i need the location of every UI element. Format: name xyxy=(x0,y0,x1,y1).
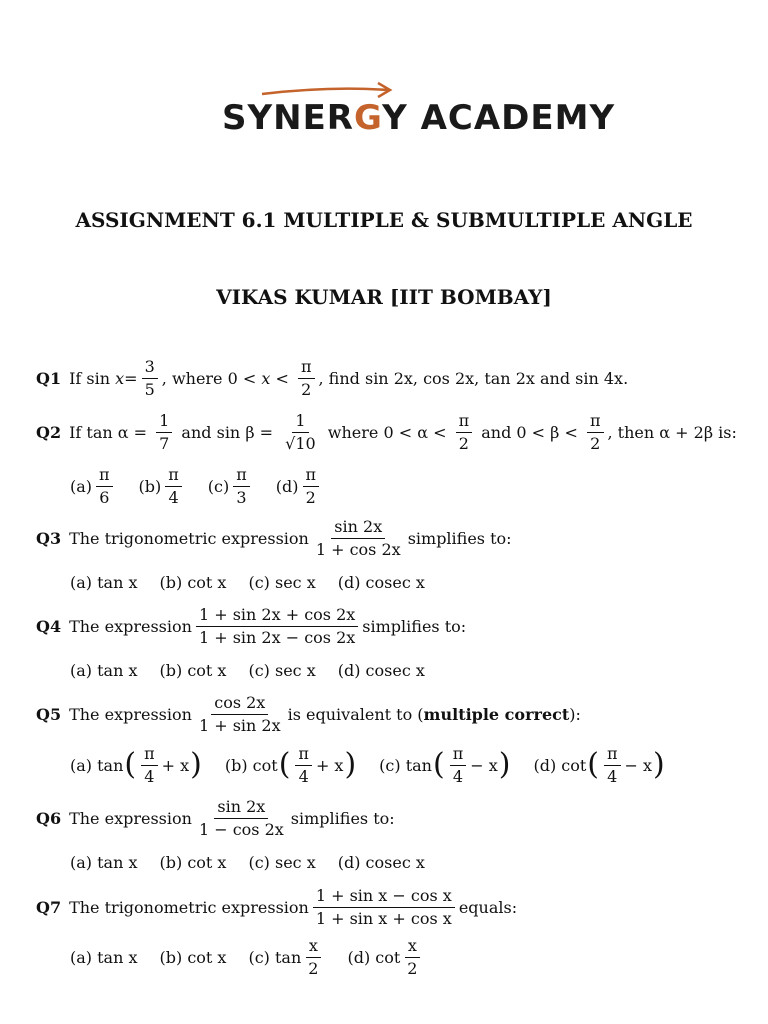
question-5-options xyxy=(70,745,688,785)
option-a[interactable]: (a) tan x xyxy=(70,947,138,967)
option-a[interactable]: (a) tan x xyxy=(70,661,138,680)
option-c[interactable]: (c) $\frac{\pi}{3}$ xyxy=(208,466,254,506)
logo-text: SYNERGY ACADEMY xyxy=(222,98,616,138)
question-5: Q5 The expression $\frac{\cos 2x}{1 + \sin 2x}$ is equivalent to ( multiple correct ): xyxy=(36,693,581,735)
option-d[interactable]: (d) cosec x xyxy=(337,661,425,680)
question-4: Q4 The expression $\frac{1 + \sin 2x + \cos 2x}{1 + \sin 2x - \cos 2x}$ simplifies to: xyxy=(36,605,467,647)
question-2: Q2 If tan α = $\frac{1}{7}$ and sin β = $\frac{1}{√10}$ where 0 < α < $\frac{\pi}{2}$ and 0 < β < $\frac{\pi}{2}$ , then α + 2β is: xyxy=(36,411,737,453)
option-d[interactable]: (d) cot $\frac{x}{2}$ xyxy=(347,937,424,977)
option-a[interactable]: (a) tan ( $\frac{\pi}{4}$ + x ) xyxy=(70,744,202,786)
question-7-options xyxy=(70,937,446,977)
option-b[interactable]: (b) cot ( $\frac{\pi}{4}$ + x ) xyxy=(224,744,357,786)
option-c[interactable]: (c) sec x xyxy=(248,853,316,872)
option-d[interactable]: (d) cot ( $\frac{\pi}{4}$ − x ) xyxy=(533,744,665,786)
option-b[interactable]: (b) cot x xyxy=(159,661,227,680)
option-d[interactable]: (d) cosec x xyxy=(337,853,425,872)
question-2-options xyxy=(70,466,345,506)
assignment-title: ASSIGNMENT 6.1 MULTIPLE & SUBMULTIPLE ANGLE xyxy=(75,208,693,232)
option-c[interactable]: (c) sec x xyxy=(248,573,316,592)
option-d[interactable]: (d) cosec x xyxy=(337,573,425,592)
option-a[interactable]: (a) $\frac{\pi}{6}$ xyxy=(70,466,117,506)
option-b[interactable]: (b) cot x xyxy=(159,573,227,592)
question-4-options xyxy=(70,661,447,680)
author-name: VIKAS KUMAR [IIT BOMBAY] xyxy=(216,285,552,309)
synergy-academy-logo xyxy=(220,80,616,150)
question-3: Q3 The trigonometric expression $\frac{\sin 2x}{1 + \cos 2x}$ simplifies to: xyxy=(36,517,512,559)
option-c[interactable]: (c) sec x xyxy=(248,661,316,680)
question-7: Q7 The trigonometric expression $\frac{\text{1 + sin x − cos x}}{\text{1 + sin x + cos x}}$ equals: xyxy=(36,886,518,928)
option-c[interactable]: (c) tan $\frac{x}{2}$ xyxy=(248,937,325,977)
option-b[interactable]: (b) cot x xyxy=(159,947,227,967)
option-c[interactable]: (c) tan ( $\frac{\pi}{4}$ − x ) xyxy=(379,744,511,786)
option-b[interactable]: (b) $\frac{\pi}{4}$ xyxy=(139,466,186,506)
option-b[interactable]: (b) cot x xyxy=(159,853,227,872)
option-a[interactable]: (a) tan x xyxy=(70,853,138,872)
question-1: Q1 If sin x = $\frac{3}{5}$ , where 0 < x < $\frac{\pi}{2}$ , find sin 2x, cos 2x, tan 2x and sin 4x. xyxy=(36,357,629,399)
question-6-options xyxy=(70,853,447,872)
option-a[interactable]: (a) tan x xyxy=(70,573,138,592)
question-6: Q6 The expression $\frac{\sin 2x}{1 - \cos 2x}$ simplifies to: xyxy=(36,797,395,839)
question-3-options xyxy=(70,573,447,592)
option-d[interactable]: (d) $\frac{\pi}{2}$ xyxy=(276,466,323,506)
